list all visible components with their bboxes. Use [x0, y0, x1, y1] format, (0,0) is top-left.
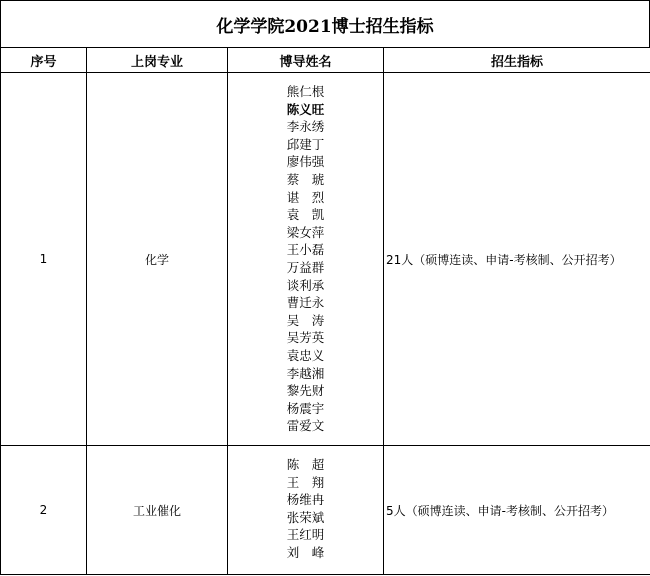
- mentor-name: 熊仁根: [286, 84, 325, 100]
- sheet-title: 化学学院2021博士招生指标: [0, 0, 650, 47]
- mentor-name: 谈利承: [286, 277, 325, 293]
- row-major: 化学: [87, 73, 228, 446]
- table-row: [1, 73, 650, 446]
- mentor-name: 李越湘: [286, 365, 325, 381]
- mentor-name: 廖伟强: [286, 154, 325, 170]
- row-index: 2: [1, 446, 87, 575]
- header-quota: 招生指标: [384, 48, 650, 73]
- mentor-name: 谌 烈: [286, 189, 325, 205]
- mentor-name: 雷爱文: [286, 418, 325, 434]
- mentor-name: 王 翔: [286, 474, 325, 490]
- mentor-name: 万益群: [286, 260, 325, 275]
- row-quota: 21人（硕博连读、申请-考核制、公开招考）: [384, 73, 650, 446]
- mentor-name: 袁 凯: [286, 207, 325, 223]
- row-mentors: [228, 73, 384, 446]
- mentor-name: 吴 涛: [286, 312, 325, 328]
- mentor-name: 曹迁永: [286, 295, 325, 311]
- mentor-name: 王红明: [286, 527, 325, 543]
- row-index: 1: [1, 73, 87, 446]
- header-major: 上岗专业: [87, 48, 228, 73]
- mentor-name: 吴芳英: [286, 330, 325, 346]
- mentor-name: 杨维冉: [286, 492, 325, 508]
- table-row: [1, 446, 650, 575]
- header-mentors: 博导姓名: [228, 48, 384, 73]
- header-index: 序号: [1, 48, 87, 73]
- mentor-name: 陈义旺: [286, 101, 325, 117]
- header-row: [1, 48, 650, 73]
- mentor-name: 黎先财: [286, 383, 325, 399]
- mentor-name: 杨震宇: [286, 400, 325, 416]
- row-quota: 5人（硕博连读、申请-考核制、公开招考）: [384, 446, 650, 575]
- mentor-name: 李永绣: [286, 119, 325, 135]
- quota-table: [0, 47, 650, 575]
- mentor-name: 蔡 琥: [286, 172, 325, 188]
- row-mentors: [228, 446, 384, 575]
- mentor-name: 邱建丁: [286, 136, 325, 152]
- mentor-name: 梁女萍: [286, 224, 325, 240]
- row-major: 工业催化: [87, 446, 228, 575]
- mentor-name: 袁忠义: [286, 347, 325, 363]
- mentor-name: 刘 峰: [286, 544, 325, 560]
- mentor-name: 陈 超: [286, 457, 325, 472]
- mentor-name: 王小磊: [286, 242, 325, 258]
- mentor-name: 张荣斌: [286, 509, 325, 525]
